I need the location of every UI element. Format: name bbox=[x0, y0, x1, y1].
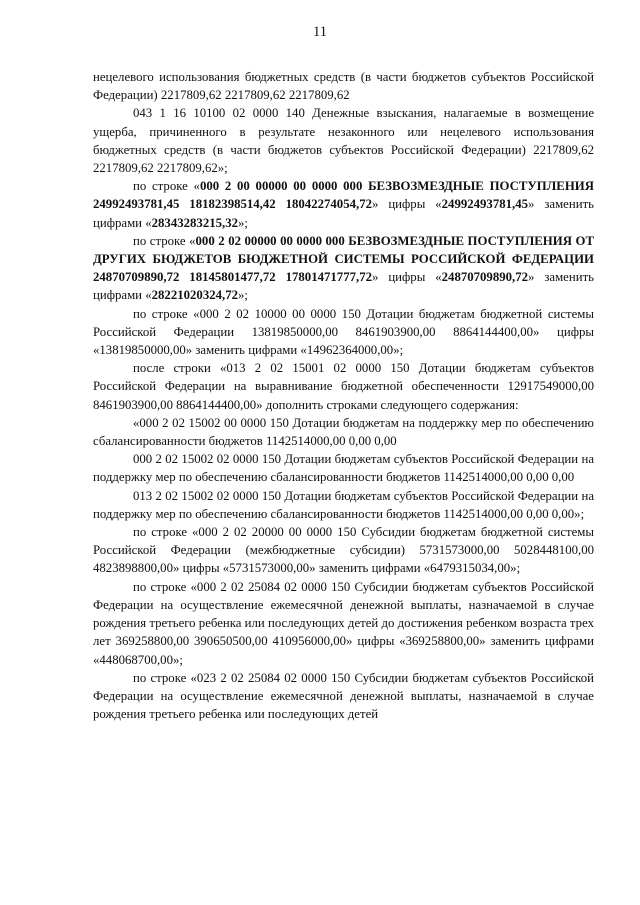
paragraph bbox=[93, 450, 594, 486]
paragraph bbox=[93, 177, 594, 232]
bold-text-run: 24870709890,72 bbox=[441, 270, 529, 285]
paragraph bbox=[93, 487, 594, 523]
paragraph bbox=[93, 414, 594, 450]
bold-text-run: 24992493781,45 bbox=[441, 197, 529, 212]
bold-text-run: 28343283215,32 bbox=[151, 215, 239, 230]
paragraph bbox=[93, 523, 594, 578]
text-run: 000 2 02 15002 02 0000 150 Дотации бюджетам субъектов Российской Федерации на поддержку мер по обеспечению сбалансированности бюджетов 1142514000,00 0,00 0,00 bbox=[93, 452, 594, 485]
text-run: 043 1 16 10100 02 0000 140 Денежные взыскания, налагаемые в возмещение ущерба, причиненного в результате незаконного или нецелевого использования бюджетных средств (в части бюджетов субъектов Российской Федерации) 2217809,62 2217809,62 2217809,62»; bbox=[93, 106, 594, 176]
text-run: после строки «013 2 02 15001 02 0000 150 Дотации бюджетам субъектов Российской Федерации на выравнивание бюджетной обеспеченности 12917549000,00 8461903900,00 8864144400,00» дополнить строками следующего содержания: bbox=[93, 361, 594, 412]
text-run: «000 2 02 15002 00 0000 150 Дотации бюджетам на поддержку мер по обеспечению сбалансированности бюджетов 1142514000,00 0,00 0,00 bbox=[93, 415, 594, 449]
paragraph bbox=[93, 104, 594, 177]
paragraph bbox=[93, 578, 594, 669]
text-run: 013 2 02 15002 02 0000 150 Дотации бюджетам субъектов Российской Федерации на поддержку мер по обеспечению сбалансированности бюджетов 1142514000,00 0,00 0,00»; bbox=[93, 488, 594, 521]
text-run: по строке « bbox=[133, 233, 196, 248]
text-run: » цифры « bbox=[372, 270, 442, 285]
text-run: » цифры « bbox=[372, 197, 442, 212]
text-run: »; bbox=[238, 215, 248, 230]
text-run: »; bbox=[238, 288, 248, 303]
text-run: » заменить цифрами « bbox=[93, 197, 594, 230]
bold-text-run: 000 2 00 00000 00 0000 000 БЕЗВОЗМЕЗДНЫЕ ПОСТУПЛЕНИЯ 24992493781,45 18182398514,42 18042274054,72 bbox=[93, 179, 594, 212]
paragraph bbox=[93, 68, 594, 104]
bold-text-run: 28221020324,72 bbox=[151, 288, 239, 303]
paragraph bbox=[93, 359, 594, 414]
text-run: по строке «000 2 02 10000 00 0000 150 Дотации бюджетам бюджетной системы Российской Федерации 13819850000,00 8461903900,00 8864144400,00» цифры «13819850000,00» заменить цифрами «14962364000,00»; bbox=[93, 306, 594, 358]
document-body bbox=[93, 68, 594, 723]
text-run: по строке « bbox=[133, 179, 200, 194]
text-run: по строке «023 2 02 25084 02 0000 150 Субсидии бюджетам субъектов Российской Федерации на осуществление ежемесячной денежной выплаты, назначаемой в случае рождения третьего ребенка или последующих детей bbox=[93, 670, 594, 722]
bold-text-run: 000 2 02 00000 00 0000 000 БЕЗВОЗМЕЗДНЫЕ ПОСТУПЛЕНИЯ ОТ ДРУГИХ БЮДЖЕТОВ БЮДЖЕТНОЙ СИСТЕМЫ РОССИЙСКОЙ ФЕДЕРАЦИИ 24870709890,72 18145801477,72 17801471777,72 bbox=[93, 233, 594, 285]
text-run: по строке «000 2 02 20000 00 0000 150 Субсидии бюджетам бюджетной системы Российской Федерации (межбюджетные субсидии) 5731573000,00 5028448100,00 4823898800,00» цифры «5731573000,00» заменить цифрами «6479315034,00»; bbox=[93, 525, 594, 576]
paragraph bbox=[93, 669, 594, 724]
text-run: по строке «000 2 02 25084 02 0000 150 Субсидии бюджетам субъектов Российской Федерации на осуществление ежемесячной денежной выплаты, назначаемой в случае рождения третьего ребенка или последующих детей до достижения ребенком возраста трех лет 369258800,00 390650500,00 410956000,00» цифры «369258800,00» заменить цифрами «448068700,00»; bbox=[93, 579, 594, 667]
paragraph bbox=[93, 232, 594, 305]
page-number: 11 bbox=[313, 24, 327, 40]
text-run: » заменить цифрами « bbox=[93, 270, 594, 303]
text-run: нецелевого использования бюджетных средств (в части бюджетов субъектов Российской Федерации) 2217809,62 2217809,62 2217809,62 bbox=[93, 70, 594, 103]
paragraph bbox=[93, 305, 594, 360]
